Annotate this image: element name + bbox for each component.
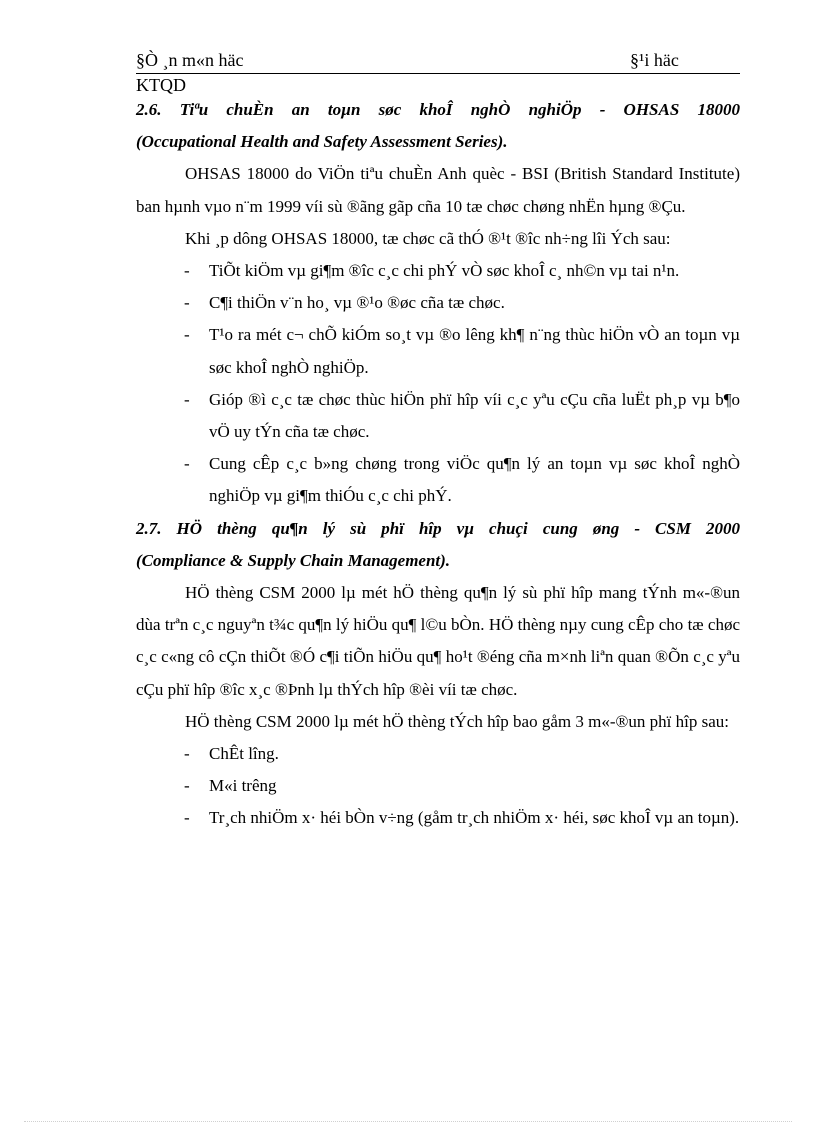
header-course-title: §Ò ¸n m«n häc <box>136 50 244 70</box>
list-item-text: Cung cÊp c¸c b»ng chøng trong viÖc qu¶n lý an toµn vµ søc khoÎ nghÒ nghiÖp vµ gi¶m thiÓu c¸c chi phÝ. <box>209 454 740 506</box>
bullet-dash: - <box>184 808 190 828</box>
page-header <box>136 50 740 74</box>
list-item <box>136 384 740 448</box>
page-bottom-divider <box>24 1121 792 1122</box>
section-2-6-benefits-list <box>136 255 740 513</box>
bullet-dash: - <box>184 454 190 474</box>
list-item <box>136 448 740 512</box>
section-2-7-paragraph-1: HÖ thèng CSM 2000 lµ mét hÖ thèng qu¶n lý sù phï hîp mang tÝnh m«-®un dùa trªn c¸c nguyªn t¾c qu¶n lý hiÖu qu¶ l©u bÒn. HÖ thèng nµy cung cÊp cho tæ chøc c¸c c«ng cô cÇn thiÕt ®Ó c¶i tiÕn hiÖu qu¶ ho¹t ®éng cña m×nh liªn quan ®Õn c¸c yªu cÇu phï hîp ®îc x¸c ®Þnh lµ thÝch hîp ®èi víi tæ chøc. <box>136 583 740 699</box>
list-item-text: T¹o ra mét c¬ chÕ kiÓm so¸t vµ ®o lêng kh¶ n¨ng thùc hiÖn vÒ an toµn vµ søc khoÎ nghÒ nghiÖp. <box>209 325 740 377</box>
bullet-dash: - <box>184 261 190 281</box>
list-item-text: Gióp ®ì c¸c tæ chøc thùc hiÖn phï hîp víi c¸c yªu cÇu cña luËt ph¸p vµ b¶o vÖ uy tÝn cña tæ chøc. <box>209 389 740 442</box>
list-item <box>136 255 740 287</box>
list-item <box>136 738 740 770</box>
list-item-text: Tr¸ch nhiÖm x· héi bÒn v÷ng (gåm tr¸ch nhiÖm x· héi, søc khoÎ vµ an toµn). <box>209 808 740 828</box>
section-2-6-paragraph-1: OHSAS 18000 do ViÖn tiªu chuÈn Anh quèc - BSI (British Standard Institute) ban hµnh vµo n¨m 1999 víi sù ®ãng gãp cña 10 tæ chøc chøng nhËn hµng ®Çu. <box>136 164 740 216</box>
section-2-6-subheading: (Occupational Health and Safety Assessment Series). <box>136 132 508 152</box>
list-item <box>136 319 740 383</box>
section-2-6-heading: 2.6. Tiªu chuÈn an toµn søc khoÎ nghÒ nghiÖp - OHSAS 18000 <box>136 100 740 119</box>
bullet-dash: - <box>184 325 190 345</box>
list-item <box>136 770 740 802</box>
section-2-7-heading: 2.7. HÖ thèng qu¶n lý sù phï hîp vµ chuçi cung øng - CSM 2000 <box>136 518 740 538</box>
document-body <box>136 94 740 835</box>
section-2-7-modules-list <box>136 738 740 835</box>
section-2-7-paragraph-2: HÖ thèng CSM 2000 lµ mét hÖ thèng tÝch hîp bao gåm 3 m«-®un phï hîp sau: <box>185 711 729 731</box>
list-item-text: TiÕt kiÖm vµ gi¶m ®îc c¸c chi phÝ vÒ søc khoÎ c¸ nh©n vµ tai n¹n. <box>209 261 680 281</box>
bullet-dash: - <box>184 293 190 313</box>
bullet-dash: - <box>184 744 190 764</box>
list-item-text: C¶i thiÖn v¨n ho¸ vµ ®¹o ®øc cña tæ chøc. <box>209 293 505 313</box>
bullet-dash: - <box>184 389 190 409</box>
bullet-dash: - <box>184 776 190 796</box>
list-item-text: M«i trêng <box>209 776 277 796</box>
section-2-6-paragraph-2: Khi ¸p dông OHSAS 18000, tæ chøc cã thÓ ®¹t ®îc nh÷ng lîi Ých sau: <box>185 228 671 248</box>
list-item <box>136 802 740 834</box>
list-item <box>136 287 740 319</box>
section-2-7-subheading: (Compliance & Supply Chain Management). <box>136 550 451 570</box>
header-university-abbrev: KTQD <box>136 75 186 95</box>
list-item-text: ChÊt lîng. <box>209 744 279 764</box>
header-university: §¹i häc <box>630 50 679 70</box>
